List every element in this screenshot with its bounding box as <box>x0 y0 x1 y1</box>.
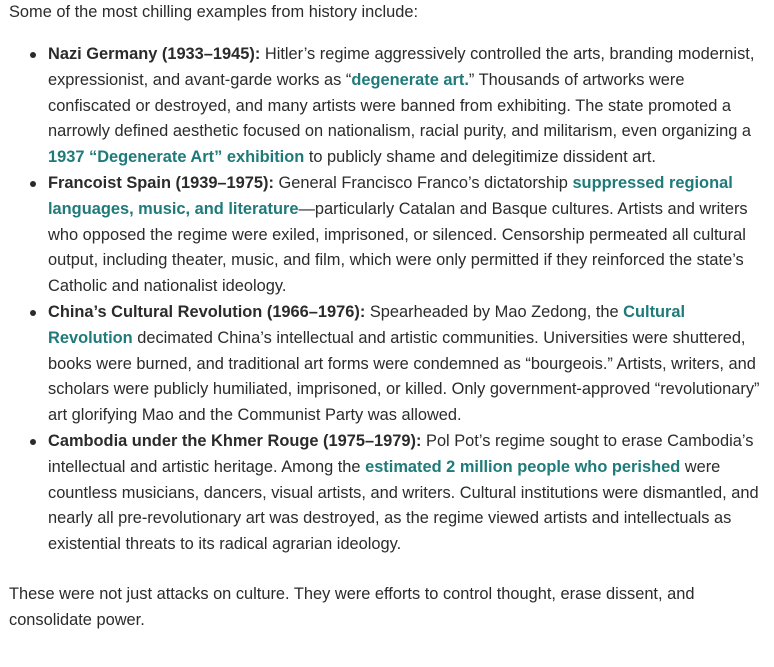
link-cultural-revolution[interactable]: Cultural Revolution <box>48 302 686 347</box>
item-label: Francoist Spain (1939–1975): <box>48 173 274 192</box>
link-degenerate-art-exhibition[interactable]: 1937 “Degenerate Art” exhibition <box>48 148 305 167</box>
intro-paragraph: Some of the most chilling examples from history include: <box>9 3 419 21</box>
link-degenerate-art[interactable]: degenerate art. <box>351 70 469 89</box>
item-text: Spearheaded by Mao Zedong, the <box>365 302 624 321</box>
list-item-cultural-revolution <box>48 300 766 429</box>
bullet-icon <box>30 52 36 58</box>
item-text: decimated China’s intellectual and artistic communities. Universities were shuttered, books were burned, and traditional art forms were condemned as “bourgeois.” Artists, writers, and scholars were publicly humiliated, imprisoned, or killed. Only government-approved “revolutionary” art glorifying Mao and the Communist Party was allowed. <box>48 328 760 425</box>
link-suppressed-regional-languages[interactable]: suppressed regional languages, music, and literature <box>48 173 733 218</box>
item-text: were countless musicians, dancers, visual artists, and writers. Cultural institutions were dismantled, and nearly all pre-revolutionary art was destroyed, as the regime viewed artists and intellectuals as existential threats to its radical agrarian ideology. <box>48 457 759 554</box>
item-label: China’s Cultural Revolution (1966–1976): <box>48 302 366 321</box>
item-label: Nazi Germany (1933–1945): <box>48 45 261 63</box>
bullet-icon <box>30 181 36 187</box>
outro-paragraph: These were not just attacks on culture. They were efforts to control thought, erase dissent, and consolidate power. <box>9 584 695 629</box>
bullet-icon <box>30 439 36 445</box>
item-text: ” Thousands of artworks were confiscated or destroyed, and many artists were banned from exhibiting. The state promoted a narrowly defined aesthetic focused on nationalism, racial purity, and militarism, even organizing a <box>48 70 752 141</box>
list-item-nazi-germany <box>48 42 766 171</box>
item-label: Cambodia under the Khmer Rouge (1975–1979): <box>48 431 422 450</box>
item-text: General Francisco Franco’s dictatorship <box>273 173 573 192</box>
bullet-icon <box>30 310 36 316</box>
item-text: Pol Pot’s regime sought to erase Cambodia’s intellectual and artistic heritage. Among the <box>48 431 754 476</box>
item-text: —particularly Catalan and Basque cultures. Artists and writers who opposed the regime were exiled, imprisoned, or silenced. Censorship permeated all cultural output, including theater, music, and film, which were only permitted if they reinforced the state’s Catholic and nationalist ideology. <box>48 199 748 296</box>
link-estimated-2-million[interactable]: estimated 2 million people who perished <box>365 457 681 476</box>
item-text: to publicly shame and delegitimize dissident art. <box>304 148 656 167</box>
examples-list <box>9 42 766 558</box>
list-item-francoist-spain <box>48 171 766 300</box>
list-item-khmer-rouge <box>48 429 766 558</box>
item-text: Hitler’s regime aggressively controlled the arts, branding modernist, expressionist, and avant-garde works as “ <box>48 45 755 89</box>
